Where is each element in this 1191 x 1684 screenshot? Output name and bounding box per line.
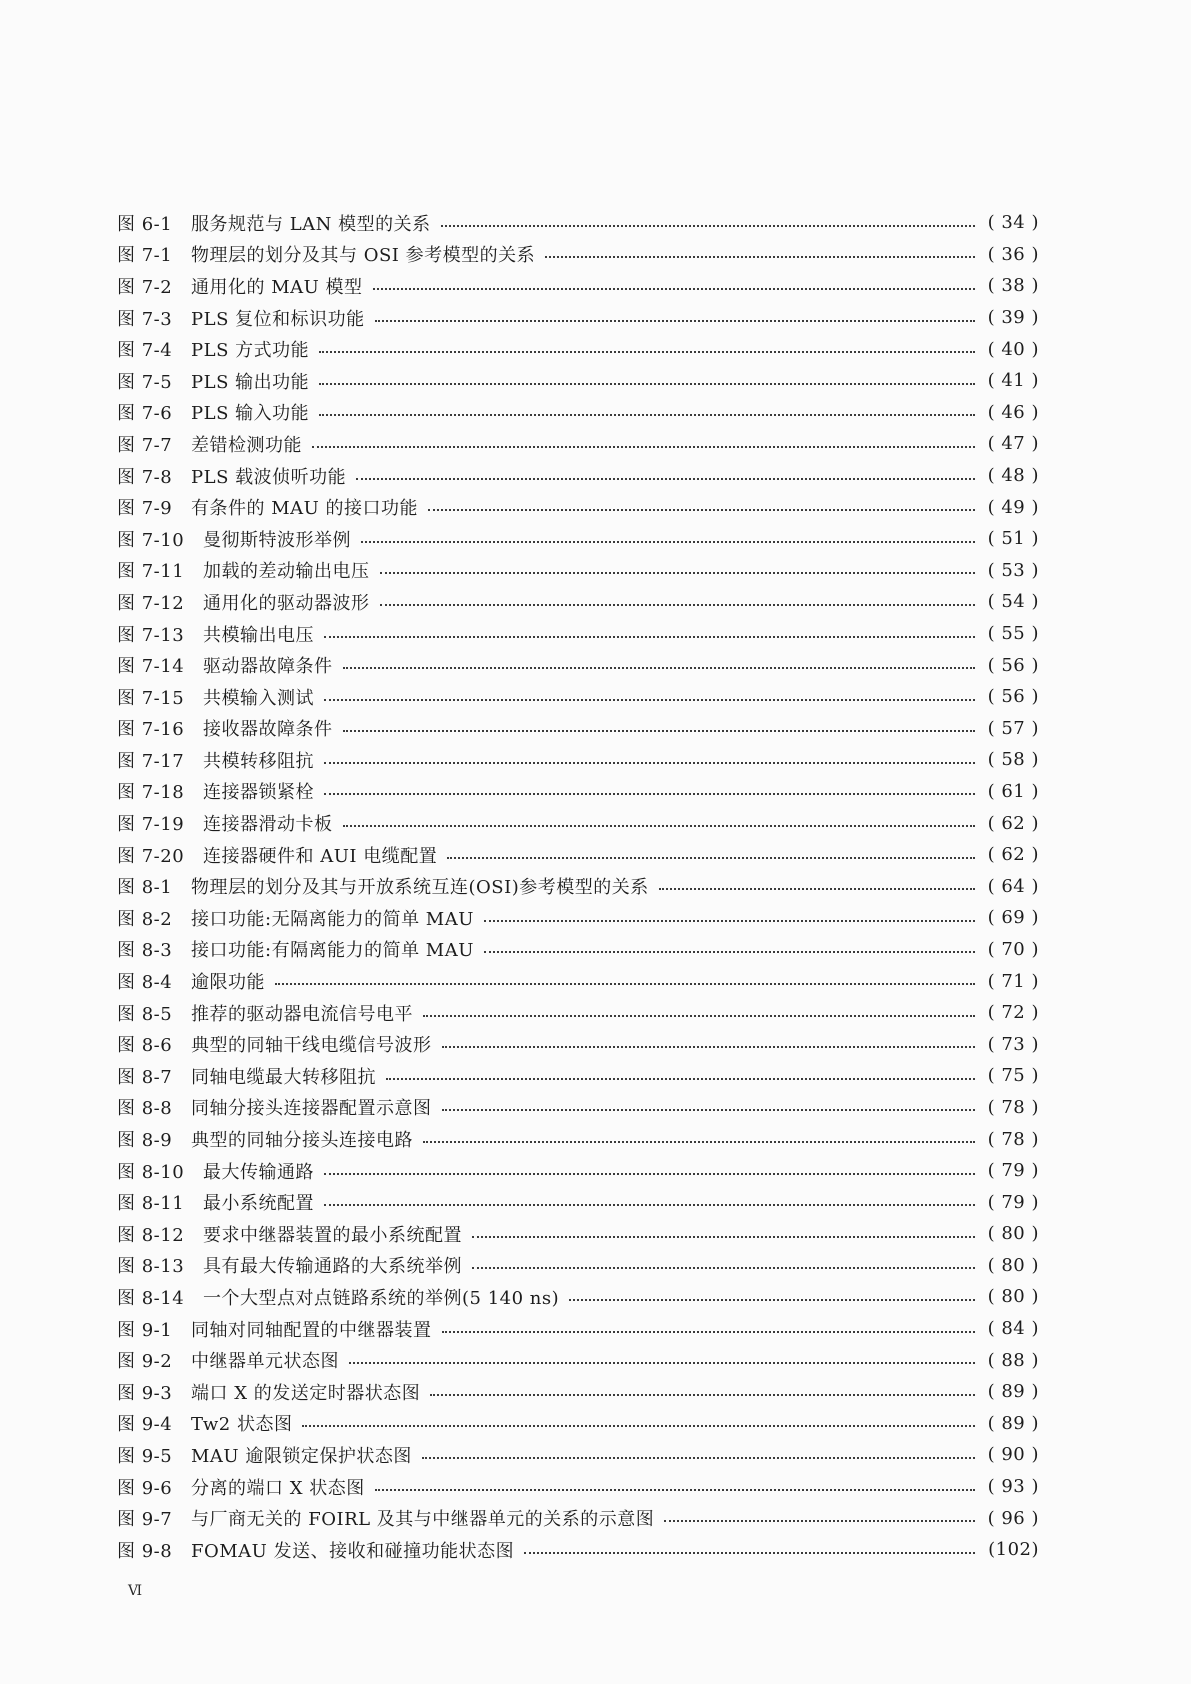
figure-number: 图 9-8 bbox=[117, 1540, 173, 1562]
toc-entry bbox=[117, 1471, 1039, 1503]
figure-number: 图 8-11 bbox=[117, 1193, 185, 1215]
figure-number: 图 8-6 bbox=[117, 1035, 173, 1057]
figure-title: 通用化的 MAU 模型 bbox=[191, 276, 363, 298]
toc-entry bbox=[117, 1502, 1039, 1534]
page-reference: ( 70 ) bbox=[987, 938, 1039, 960]
figure-number: 图 8-5 bbox=[117, 1003, 173, 1025]
toc-entry bbox=[117, 713, 1039, 745]
figure-number: 图 7-3 bbox=[117, 308, 173, 330]
figure-title: PLS 载波侦听功能 bbox=[191, 466, 347, 488]
dot-leader bbox=[423, 1141, 975, 1143]
dot-leader bbox=[302, 1425, 975, 1427]
toc-entry bbox=[117, 649, 1039, 681]
figure-number: 图 8-2 bbox=[117, 908, 173, 930]
toc-entry bbox=[117, 239, 1039, 271]
toc-entry bbox=[117, 1123, 1039, 1155]
toc-entry bbox=[117, 1060, 1039, 1092]
dot-leader bbox=[375, 320, 975, 322]
page-reference: ( 89 ) bbox=[987, 1381, 1039, 1403]
page-reference: ( 80 ) bbox=[987, 1286, 1039, 1308]
dot-leader bbox=[343, 667, 976, 669]
figure-number: 图 7-4 bbox=[117, 340, 173, 362]
figure-number: 图 9-7 bbox=[117, 1509, 173, 1531]
figure-title: 具有最大传输通路的大系统举例 bbox=[203, 1256, 462, 1278]
dot-leader bbox=[569, 1299, 975, 1301]
page-reference: ( 79 ) bbox=[987, 1160, 1039, 1182]
page-reference: ( 88 ) bbox=[987, 1349, 1039, 1371]
figure-title: 接口功能:有隔离能力的简单 MAU bbox=[191, 940, 474, 962]
figure-number: 图 6-1 bbox=[117, 213, 173, 235]
dot-leader bbox=[319, 383, 975, 385]
toc-entry bbox=[117, 1092, 1039, 1124]
page-reference: ( 38 ) bbox=[987, 275, 1039, 297]
figure-title: Tw2 状态图 bbox=[191, 1414, 293, 1436]
figure-number: 图 8-13 bbox=[117, 1256, 185, 1278]
toc-entry bbox=[117, 902, 1039, 934]
figure-number: 图 9-6 bbox=[117, 1477, 173, 1499]
dot-leader bbox=[442, 1331, 976, 1333]
figure-number: 图 8-4 bbox=[117, 972, 173, 994]
dot-leader bbox=[659, 888, 975, 890]
page-reference: ( 75 ) bbox=[987, 1065, 1039, 1087]
figure-number: 图 7-20 bbox=[117, 845, 185, 867]
page-reference: ( 72 ) bbox=[987, 1002, 1039, 1024]
figure-title: 与厂商无关的 FOIRL 及其与中继器单元的关系的示意图 bbox=[191, 1509, 655, 1531]
figure-title: 驱动器故障条件 bbox=[203, 656, 333, 678]
page-reference: ( 56 ) bbox=[987, 686, 1039, 708]
figure-title: 分离的端口 X 状态图 bbox=[191, 1477, 365, 1499]
figure-number: 图 8-14 bbox=[117, 1287, 185, 1309]
toc-entry bbox=[117, 870, 1039, 902]
figure-title: 物理层的划分及其与开放系统互连(OSI)参考模型的关系 bbox=[191, 877, 649, 899]
figure-title: 有条件的 MAU 的接口功能 bbox=[191, 498, 419, 520]
toc-entry bbox=[117, 1028, 1039, 1060]
page-reference: ( 56 ) bbox=[987, 654, 1039, 676]
toc-entry bbox=[117, 333, 1039, 365]
figure-title: 接口功能:无隔离能力的简单 MAU bbox=[191, 908, 474, 930]
figure-title: PLS 复位和标识功能 bbox=[191, 308, 365, 330]
figure-number: 图 8-8 bbox=[117, 1098, 173, 1120]
figure-number: 图 8-9 bbox=[117, 1130, 173, 1152]
figure-number: 图 7-1 bbox=[117, 245, 173, 267]
dot-leader bbox=[324, 793, 975, 795]
toc-entry bbox=[117, 934, 1039, 966]
dot-leader bbox=[442, 1109, 976, 1111]
toc-entry bbox=[117, 839, 1039, 871]
page-reference: ( 54 ) bbox=[987, 591, 1039, 613]
toc-entry bbox=[117, 1408, 1039, 1440]
figure-number: 图 8-3 bbox=[117, 940, 173, 962]
figure-title: MAU 逾限锁定保护状态图 bbox=[191, 1445, 412, 1467]
toc-entry bbox=[117, 1344, 1039, 1376]
figure-number: 图 7-15 bbox=[117, 687, 185, 709]
figure-title: PLS 方式功能 bbox=[191, 340, 310, 362]
figure-number: 图 7-19 bbox=[117, 814, 185, 836]
figure-number: 图 9-3 bbox=[117, 1382, 173, 1404]
figure-title: 加载的差动输出电压 bbox=[203, 561, 370, 583]
figure-number: 图 8-1 bbox=[117, 877, 173, 899]
figure-title: FOMAU 发送、接收和碰撞功能状态图 bbox=[191, 1540, 515, 1562]
toc-entry bbox=[117, 207, 1039, 239]
dot-leader bbox=[361, 541, 975, 543]
dot-leader bbox=[442, 1046, 976, 1048]
figure-title: 典型的同轴分接头连接电路 bbox=[191, 1130, 413, 1152]
dot-leader bbox=[441, 225, 975, 227]
dot-leader bbox=[472, 1236, 975, 1238]
figure-title: 服务规范与 LAN 模型的关系 bbox=[191, 213, 431, 235]
figure-title: 共模转移阻抗 bbox=[203, 750, 314, 772]
figure-number: 图 9-4 bbox=[117, 1414, 173, 1436]
figure-number: 图 9-2 bbox=[117, 1351, 173, 1373]
toc-entry bbox=[117, 1376, 1039, 1408]
figure-title: 共模输出电压 bbox=[203, 624, 314, 646]
page-reference: ( 73 ) bbox=[987, 1033, 1039, 1055]
toc-entry bbox=[117, 460, 1039, 492]
dot-leader bbox=[324, 762, 975, 764]
dot-leader bbox=[545, 256, 975, 258]
page-reference: ( 49 ) bbox=[987, 496, 1039, 518]
dot-leader bbox=[472, 1267, 975, 1269]
dot-leader bbox=[319, 414, 975, 416]
dot-leader bbox=[343, 825, 976, 827]
toc-entry bbox=[117, 681, 1039, 713]
page-reference: ( 79 ) bbox=[987, 1191, 1039, 1213]
dot-leader bbox=[356, 478, 975, 480]
toc-entry bbox=[117, 1534, 1039, 1566]
dot-leader bbox=[380, 604, 976, 606]
page-number: Ⅵ bbox=[128, 1583, 143, 1599]
toc-entry bbox=[117, 270, 1039, 302]
table-of-figures bbox=[117, 207, 1039, 1566]
figure-number: 图 8-12 bbox=[117, 1224, 185, 1246]
dot-leader bbox=[324, 1173, 975, 1175]
page-reference: ( 57 ) bbox=[987, 717, 1039, 739]
toc-entry bbox=[117, 1250, 1039, 1282]
page-reference: ( 69 ) bbox=[987, 907, 1039, 929]
figure-number: 图 7-6 bbox=[117, 403, 173, 425]
page-reference: ( 39 ) bbox=[987, 307, 1039, 329]
page-reference: ( 55 ) bbox=[987, 623, 1039, 645]
page-reference: ( 47 ) bbox=[987, 433, 1039, 455]
figure-title: 通用化的驱动器波形 bbox=[203, 592, 370, 614]
figure-title: 同轴电缆最大转移阻抗 bbox=[191, 1066, 376, 1088]
toc-entry bbox=[117, 428, 1039, 460]
page-reference: ( 78 ) bbox=[987, 1128, 1039, 1150]
page-reference: ( 61 ) bbox=[987, 780, 1039, 802]
toc-entry bbox=[117, 523, 1039, 555]
figure-title: 要求中继器装置的最小系统配置 bbox=[203, 1224, 462, 1246]
toc-entry bbox=[117, 1218, 1039, 1250]
page-reference: ( 46 ) bbox=[987, 401, 1039, 423]
dot-leader bbox=[447, 857, 975, 859]
figure-title: 典型的同轴干线电缆信号波形 bbox=[191, 1035, 432, 1057]
dot-leader bbox=[664, 1520, 975, 1522]
dot-leader bbox=[380, 572, 976, 574]
toc-entry bbox=[117, 1439, 1039, 1471]
figure-number: 图 7-5 bbox=[117, 371, 173, 393]
page-reference: ( 71 ) bbox=[987, 970, 1039, 992]
toc-entry bbox=[117, 618, 1039, 650]
page-reference: ( 34 ) bbox=[987, 212, 1039, 234]
page-reference: ( 80 ) bbox=[987, 1254, 1039, 1276]
page-reference: ( 96 ) bbox=[987, 1507, 1039, 1529]
dot-leader bbox=[375, 1489, 975, 1491]
toc-entry bbox=[117, 1155, 1039, 1187]
toc-entry bbox=[117, 302, 1039, 334]
figure-number: 图 9-5 bbox=[117, 1445, 173, 1467]
page-reference: ( 84 ) bbox=[987, 1318, 1039, 1340]
page-reference: ( 62 ) bbox=[987, 844, 1039, 866]
figure-number: 图 7-18 bbox=[117, 782, 185, 804]
figure-title: 逾限功能 bbox=[191, 972, 265, 994]
toc-entry bbox=[117, 555, 1039, 587]
figure-title: 物理层的划分及其与 OSI 参考模型的关系 bbox=[191, 245, 536, 267]
figure-number: 图 7-16 bbox=[117, 719, 185, 741]
figure-number: 图 9-1 bbox=[117, 1319, 173, 1341]
figure-number: 图 7-13 bbox=[117, 624, 185, 646]
toc-entry bbox=[117, 586, 1039, 618]
figure-title: 同轴分接头连接器配置示意图 bbox=[191, 1098, 432, 1120]
figure-title: 最小系统配置 bbox=[203, 1193, 314, 1215]
dot-leader bbox=[423, 1015, 975, 1017]
figure-title: 连接器硬件和 AUI 电缆配置 bbox=[203, 845, 438, 867]
toc-entry bbox=[117, 965, 1039, 997]
dot-leader bbox=[386, 1078, 975, 1080]
toc-entry bbox=[117, 1281, 1039, 1313]
toc-entry bbox=[117, 1313, 1039, 1345]
toc-entry bbox=[117, 1186, 1039, 1218]
page-reference: ( 53 ) bbox=[987, 559, 1039, 581]
figure-title: 最大传输通路 bbox=[203, 1161, 314, 1183]
figure-title: PLS 输入功能 bbox=[191, 403, 310, 425]
toc-entry bbox=[117, 807, 1039, 839]
figure-title: 同轴对同轴配置的中继器装置 bbox=[191, 1319, 432, 1341]
figure-title: 一个大型点对点链路系统的举例(5 140 ns) bbox=[203, 1287, 560, 1309]
dot-leader bbox=[422, 1457, 975, 1459]
dot-leader bbox=[524, 1552, 975, 1554]
dot-leader bbox=[324, 636, 975, 638]
figure-title: 曼彻斯特波形举例 bbox=[203, 529, 351, 551]
figure-title: 共模输入测试 bbox=[203, 687, 314, 709]
dot-leader bbox=[275, 983, 975, 985]
dot-leader bbox=[324, 1204, 975, 1206]
toc-entry bbox=[117, 491, 1039, 523]
figure-number: 图 8-7 bbox=[117, 1066, 173, 1088]
page-reference: ( 64 ) bbox=[987, 875, 1039, 897]
toc-entry bbox=[117, 776, 1039, 808]
page-reference: ( 78 ) bbox=[987, 1096, 1039, 1118]
figure-number: 图 7-17 bbox=[117, 750, 185, 772]
page-reference: ( 40 ) bbox=[987, 338, 1039, 360]
figure-number: 图 7-8 bbox=[117, 466, 173, 488]
dot-leader bbox=[484, 920, 975, 922]
figure-title: 推荐的驱动器电流信号电平 bbox=[191, 1003, 413, 1025]
figure-title: 接收器故障条件 bbox=[203, 719, 333, 741]
toc-entry bbox=[117, 397, 1039, 429]
page-reference: ( 80 ) bbox=[987, 1223, 1039, 1245]
figure-title: 连接器锁紧栓 bbox=[203, 782, 314, 804]
dot-leader bbox=[312, 446, 975, 448]
dot-leader bbox=[428, 509, 975, 511]
figure-title: 连接器滑动卡板 bbox=[203, 814, 333, 836]
page-reference: ( 62 ) bbox=[987, 812, 1039, 834]
figure-number: 图 7-11 bbox=[117, 561, 185, 583]
figure-number: 图 7-10 bbox=[117, 529, 185, 551]
figure-title: 端口 X 的发送定时器状态图 bbox=[191, 1382, 421, 1404]
figure-number: 图 7-9 bbox=[117, 498, 173, 520]
toc-entry bbox=[117, 365, 1039, 397]
figure-title: 差错检测功能 bbox=[191, 434, 302, 456]
figure-number: 图 7-12 bbox=[117, 592, 185, 614]
dot-leader bbox=[324, 699, 975, 701]
dot-leader bbox=[373, 288, 975, 290]
figure-number: 图 7-2 bbox=[117, 276, 173, 298]
toc-entry bbox=[117, 997, 1039, 1029]
page-reference: ( 51 ) bbox=[987, 528, 1039, 550]
page-reference: (102) bbox=[988, 1539, 1039, 1561]
toc-entry bbox=[117, 744, 1039, 776]
dot-leader bbox=[349, 1362, 975, 1364]
page-reference: ( 48 ) bbox=[987, 465, 1039, 487]
dot-leader bbox=[484, 951, 975, 953]
figure-number: 图 7-7 bbox=[117, 434, 173, 456]
figure-number: 图 8-10 bbox=[117, 1161, 185, 1183]
page-reference: ( 93 ) bbox=[987, 1476, 1039, 1498]
dot-leader bbox=[343, 730, 976, 732]
page-reference: ( 41 ) bbox=[987, 370, 1039, 392]
page-reference: ( 89 ) bbox=[987, 1412, 1039, 1434]
figure-number: 图 7-14 bbox=[117, 656, 185, 678]
page-reference: ( 90 ) bbox=[987, 1444, 1039, 1466]
figure-title: PLS 输出功能 bbox=[191, 371, 310, 393]
dot-leader bbox=[319, 351, 975, 353]
page-reference: ( 36 ) bbox=[987, 243, 1039, 265]
page-reference: ( 58 ) bbox=[987, 749, 1039, 771]
figure-title: 中继器单元状态图 bbox=[191, 1351, 339, 1373]
dot-leader bbox=[430, 1394, 975, 1396]
